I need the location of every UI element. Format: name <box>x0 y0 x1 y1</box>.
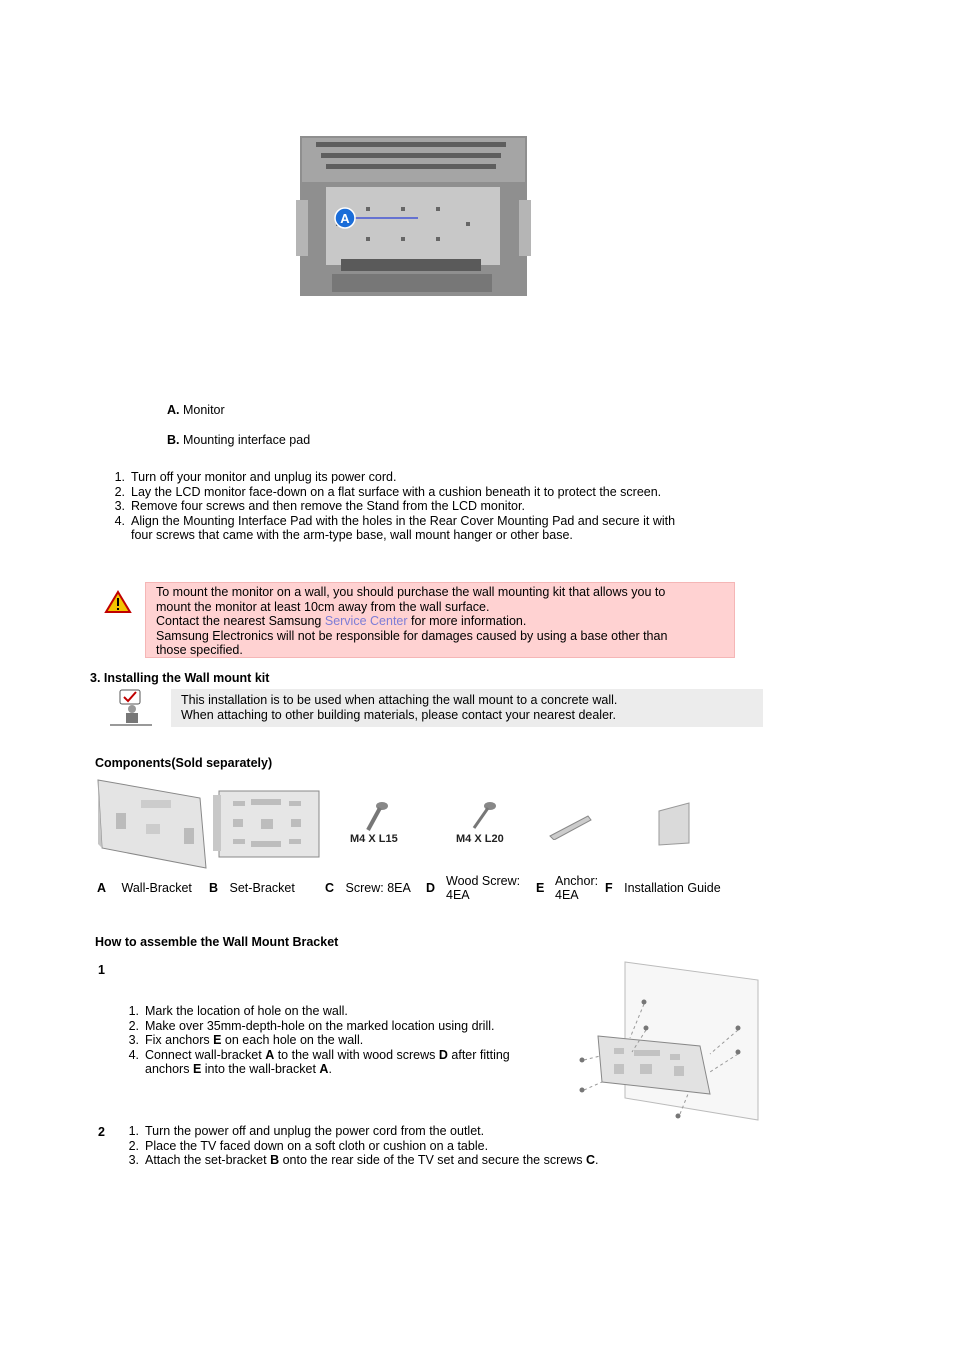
component-f: F Installation Guide <box>605 881 721 895</box>
list-item: 2. Place the TV faced down on a soft cloth or cushion on a table. <box>128 1138 489 1153</box>
component-c: C Screw: 8EA <box>325 881 411 895</box>
assemble-step2-list <box>121 1124 721 1168</box>
monitor-rear-image <box>296 132 531 300</box>
list-item: 1. Turn off your monitor and unplug its power cord. <box>114 470 397 484</box>
note-text: When attaching to other building materials, please contact your nearest dealer. <box>181 707 616 722</box>
components-title: Components(Sold separately) <box>95 756 273 770</box>
anchor-image <box>548 810 592 840</box>
list-item: 2. Lay the LCD monitor face-down on a flat surface with a cushion beneath it to protect the screen. <box>114 484 662 499</box>
warning-box <box>145 582 735 658</box>
warning-text: Contact the nearest Samsung Service Center for more information. <box>156 614 527 629</box>
component-b: B Set-Bracket <box>209 881 295 895</box>
warning-text: mount the monitor at least 10cm away from the wall surface. <box>156 599 490 614</box>
component-a: A Wall-Bracket <box>97 881 192 895</box>
legend-key: B. <box>167 433 180 447</box>
service-center-link[interactable]: Service Center <box>324 614 408 629</box>
note-box <box>171 689 763 727</box>
screw-d-size: M4 X L20 <box>456 833 504 845</box>
callout-label-a: A <box>340 211 350 226</box>
note-person-icon <box>110 689 152 727</box>
screw-c-size: M4 X L15 <box>350 833 398 845</box>
warning-text: Samsung Electronics will not be responsible for damages caused by using a base other than <box>156 628 668 643</box>
wall-mount-assembly-image <box>570 958 762 1122</box>
legend-text: Monitor <box>182 403 225 417</box>
screw-d-image <box>468 800 498 834</box>
list-item: 2. Make over 35mm-depth-hole on the marked location using drill. <box>128 1018 495 1033</box>
legend-item-pad <box>167 433 310 447</box>
warning-icon <box>104 590 132 614</box>
list-item: 3. Attach the set-bracket B onto the rear side of the TV set and secure the screws C. <box>128 1153 599 1168</box>
component-d-label: Wood Screw: 4EA <box>446 874 521 902</box>
section-title: 3. Installing the Wall mount kit <box>90 671 270 685</box>
installation-guide-image <box>655 801 693 847</box>
legend-key: A. <box>167 403 180 417</box>
component-d-letter: D <box>426 881 436 895</box>
assemble-step1-list <box>121 1004 561 1077</box>
warning-text: those specified. <box>156 643 243 658</box>
list-item: 1. Mark the location of hole on the wall. <box>128 1004 348 1018</box>
wall-bracket-image <box>96 778 208 872</box>
screw-c-image <box>360 800 390 834</box>
legend-text: Mounting interface pad <box>182 433 311 447</box>
warning-text: To mount the monitor on a wall, you should purchase the wall mounting kit that allows you to <box>156 585 666 599</box>
legend-item-monitor <box>167 403 225 417</box>
list-item: 3. Fix anchors E on each hole on the wall. <box>128 1033 364 1048</box>
component-e-letter: E <box>536 881 545 895</box>
assemble-title: How to assemble the Wall Mount Bracket <box>95 935 339 949</box>
list-item: 3. Remove four screws and then remove the Stand from the LCD monitor. <box>114 499 525 514</box>
intro-steps-list <box>107 470 727 543</box>
list-item: 4. Connect wall-bracket A to the wall with wood screws D after fitting anchors E into the wall-bracket A. <box>128 1047 510 1077</box>
set-bracket-image <box>211 789 323 861</box>
step-number: 1 <box>98 963 105 977</box>
note-text: This installation is to be used when attaching the wall mount to a concrete wall. <box>181 693 618 707</box>
list-item: 1. Turn the power off and unplug the power cord from the outlet. <box>128 1124 485 1138</box>
step-number: 2 <box>98 1125 105 1139</box>
component-e-label: Anchor: 4EA <box>555 874 599 902</box>
list-item: 4. Align the Mounting Interface Pad with the holes in the Rear Cover Mounting Pad and secure it with four screws that came with the arm-type base, wall mount hanger or other base. <box>114 513 676 543</box>
